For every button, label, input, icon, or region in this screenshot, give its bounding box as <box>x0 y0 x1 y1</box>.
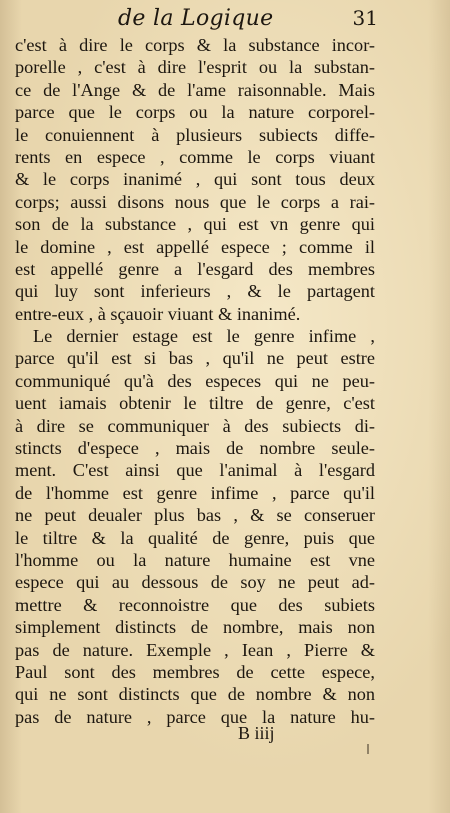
text-line: entre-eux , à sçauoir viuant & inanimé. <box>15 303 301 324</box>
page-header <box>118 6 378 36</box>
page-number: 31 <box>352 6 378 30</box>
text-line: mettre & reconnoistre que des subiets <box>15 594 375 615</box>
text-line: communiqué qu'à des especes qui ne peu- <box>15 370 375 391</box>
text-line: son de la substance , qui est vn genre qui <box>15 214 375 235</box>
text-line: pas de nature , parce que la nature hu- <box>15 706 375 727</box>
text-line: uent iamais obtenir le tiltre de genre, c'est <box>15 393 375 414</box>
signature-mark: B iiij <box>238 723 275 743</box>
text-line: corps; aussi disons nous que le corps a rai- <box>15 191 375 212</box>
text-line: le conuiennent à plusieurs subiects diffe- <box>15 124 375 145</box>
text-line: ment. C'est ainsi que l'animal à l'esgard <box>15 460 375 481</box>
text-line: l'homme ou la nature humaine est vne <box>15 549 375 570</box>
text-line: Paul sont des membres de cette espece, <box>15 661 375 682</box>
text-line: à dire se communiquer à des subiects di- <box>15 415 375 436</box>
text-line: parce que le corps ou la nature corporel- <box>15 102 375 123</box>
text-line: porelle , c'est à dire l'esprit ou la substan- <box>15 57 375 78</box>
text-line: stincts d'espece , mais de nombre seule- <box>15 438 375 459</box>
body-text <box>15 34 375 728</box>
text-line: parce qu'il est si bas , qu'il ne peut estre <box>15 348 375 369</box>
text-line: de l'homme est genre infime , parce qu'il <box>15 482 375 503</box>
text-line: le tiltre & la qualité de genre, puis que <box>15 527 375 548</box>
text-line: qui ne sont distincts que de nombre & non <box>15 684 375 705</box>
text-line: ne peut deualer plus bas , & se conseruer <box>15 505 375 526</box>
running-head: de la Logique <box>118 6 274 31</box>
text-line: simplement distincts de nombre, mais non <box>15 617 375 638</box>
text-line: espece qui au dessous de soy ne peut ad- <box>15 572 375 593</box>
text-line: c'est à dire le corps & la substance incor- <box>15 35 375 55</box>
text-line: ce de l'Ange & de l'ame raisonnable. Mais <box>15 79 375 100</box>
text-line: & le corps inanimé , qui sont tous deux <box>15 169 375 190</box>
text-line: qui luy sont inferieurs , & le partagent <box>15 281 375 302</box>
paragraph-start-line: Le dernier estage est le genre infime , <box>33 326 375 347</box>
text-line: est appellé genre a l'esgard des membres <box>15 258 375 279</box>
text-line: rents en espece , comme le corps viuant <box>15 146 375 167</box>
margin-mark <box>367 744 369 754</box>
text-line: le domine , est appellé espece ; comme il <box>15 236 375 257</box>
text-line: pas de nature. Exemple , Iean , Pierre & <box>15 639 375 660</box>
